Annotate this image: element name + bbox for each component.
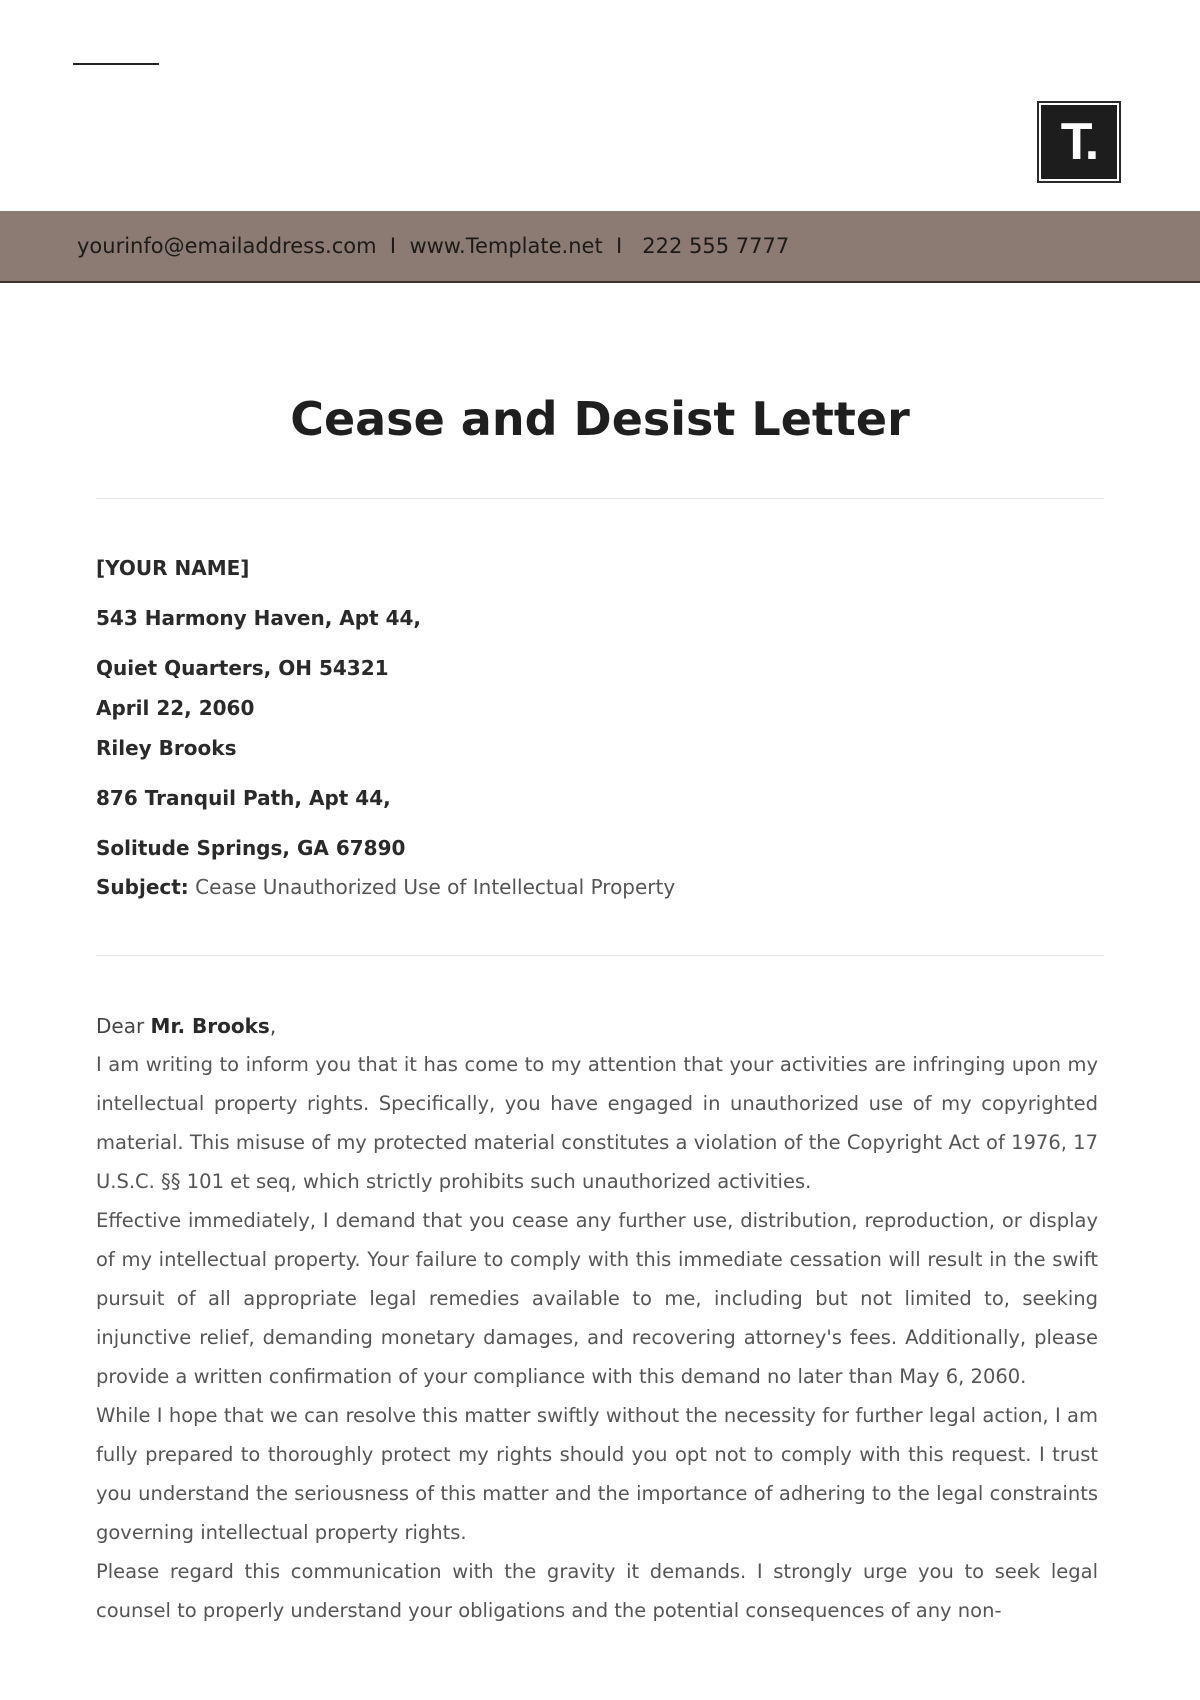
recipient-name: Riley Brooks xyxy=(96,736,237,760)
recipient-address-line1: 876 Tranquil Path, Apt 44, xyxy=(96,786,391,810)
body-paragraph: While I hope that we can resolve this matter swiftly without the necessity for further legal action, I am fully prepared to thoroughly protect my rights should you opt not to comply with this request. I trust you understand the seriousness of this matter and the importance of adhering to the legal constraints governing intellectual property rights. xyxy=(96,1404,1098,1544)
body-paragraph: I am writing to inform you that it has come to my attention that your activities are infringing upon my intellectual property rights. Specifically, you have engaged in unauthorized use of my copyrighted material. This misuse of my protected material constitutes a violation of the Copyright Act of 1976, 17 U.S.C. §§ 101 et seq, which strictly prohibits such unauthorized activities. xyxy=(96,1053,1098,1193)
contact-bar xyxy=(0,211,1200,283)
letter-date: April 22, 2060 xyxy=(96,696,255,720)
header-divider xyxy=(96,955,1104,956)
document-title: Cease and Desist Letter xyxy=(290,392,910,446)
salutation-name: Mr. Brooks xyxy=(150,1014,270,1038)
header-accent-line xyxy=(73,63,159,65)
subject-label: Subject: xyxy=(96,875,189,899)
body-paragraph: Please regard this communication with the gravity it demands. I strongly urge you to seek legal counsel to properly understand your obligations and the potential consequences of any non- xyxy=(96,1560,1098,1622)
recipient-address-line2: Solitude Springs, GA 67890 xyxy=(96,836,406,860)
letter-body xyxy=(96,1045,1098,1630)
sender-name: [YOUR NAME] xyxy=(96,556,250,580)
logo-text: T. xyxy=(1041,105,1117,179)
salutation xyxy=(96,1014,276,1038)
salutation-prefix: Dear xyxy=(96,1014,145,1038)
sender-address-line2: Quiet Quarters, OH 54321 xyxy=(96,656,389,680)
salutation-suffix: , xyxy=(269,1014,277,1038)
company-logo xyxy=(1037,101,1121,183)
title-divider xyxy=(96,498,1104,499)
sender-address-line1: 543 Harmony Haven, Apt 44, xyxy=(96,606,422,630)
body-paragraph: Effective immediately, I demand that you cease any further use, distribution, reproduction, or display of my intellectual property. Your failure to comply with this immediate cessation will result in the swift pursuit of all appropriate legal remedies available to me, including but not limited to, seeking injunctive relief, demanding monetary damages, and recovering attorney's fees. Additionally, please provide a written confirmation of your compliance with this demand no later than May 6, 2060. xyxy=(96,1209,1098,1388)
contact-info: yourinfo@emailaddress.com I www.Template.net I 222 555 7777 xyxy=(77,234,790,258)
subject-line xyxy=(96,875,675,899)
subject-text: Cease Unauthorized Use of Intellectual Property xyxy=(195,875,676,899)
